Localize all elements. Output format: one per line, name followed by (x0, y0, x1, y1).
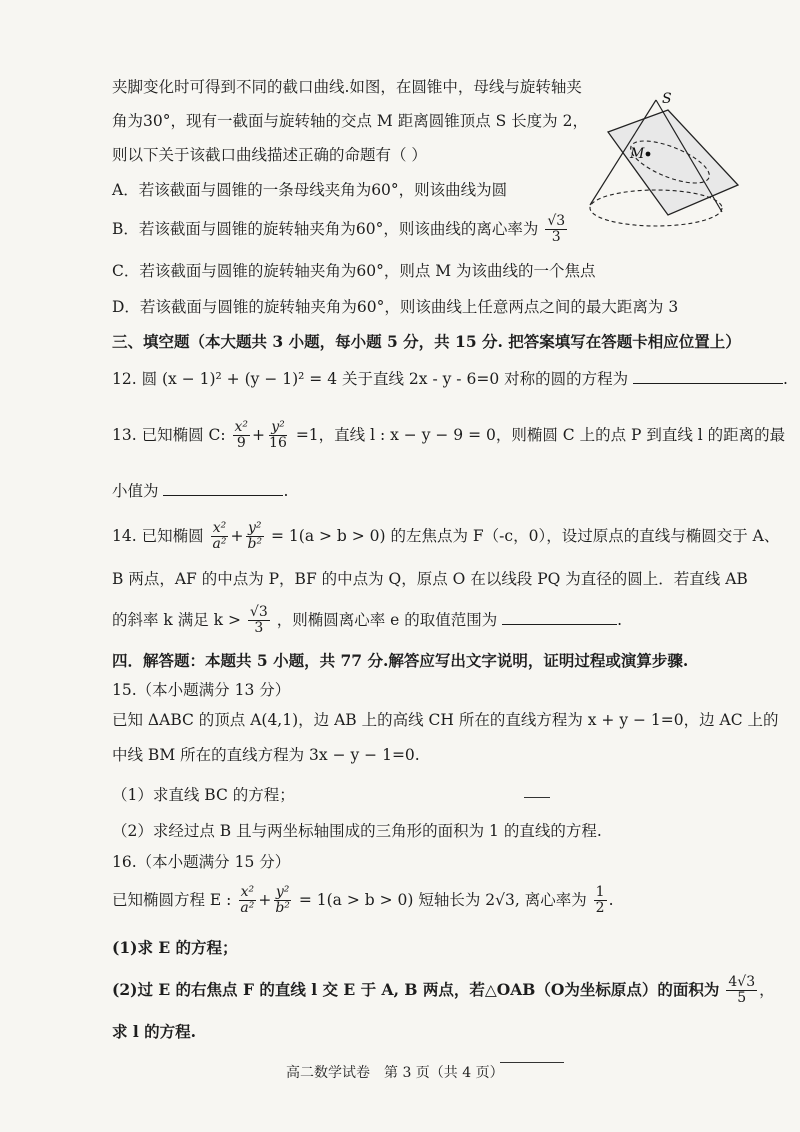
q15-line-2: 中线 BM 所在的直线方程为 3x − y − 1=0. (112, 746, 420, 764)
section-4-title: 四．解答题：本题共 5 小题，共 77 分.解答应写出文字说明，证明过程或演算步骤. (112, 651, 689, 670)
q16-part-2 (112, 975, 775, 1007)
q13-answer-blank (163, 495, 283, 496)
q16-fraction-y (273, 885, 292, 917)
q15-part-1: （1）求直线 BC 的方程； (112, 786, 295, 804)
section-plane (608, 110, 738, 215)
q14-fraction-x-den: a² (212, 536, 227, 553)
q14-answer-blank (502, 624, 617, 625)
q16-eccentricity-den: 2 (595, 900, 605, 917)
q12 (112, 372, 788, 388)
footer-line (500, 1062, 564, 1063)
q16-pre: 已知椭圆方程 E : (112, 890, 232, 909)
q15-line-1: 已知 ΔABC 的顶点 A(4,1)，边 AB 上的高线 CH 所在的直线方程为 x + y − 1=0，边 AC 上的 (112, 711, 779, 729)
q11-option-c: C．若该截面与圆锥的旋转轴夹角为60°，则点 M 为该曲线的一个焦点 (112, 262, 596, 280)
q16-fraction-y-den: b² (275, 900, 290, 917)
q14-line-3-pre: 的斜率 k 满足 k > (112, 610, 241, 629)
q16-mid: = 1(a > b > 0) 短轴长为 2√3, 离心率为 (298, 890, 587, 909)
q11-option-b-denominator: 3 (551, 229, 561, 246)
q13-fraction-x-den: 9 (236, 435, 246, 452)
q11-line-2: 角为30°，现有一截面与旋转轴的交点 M 距离圆锥顶点 S 长度为 2， (112, 112, 588, 130)
q16-area-fraction (726, 975, 757, 1007)
q16-fraction-x-den: a² (240, 900, 255, 917)
q11-option-b-text: B．若该截面与圆锥的旋转轴夹角为60°，则该曲线的离心率为 (112, 219, 539, 238)
label-s: S (662, 91, 672, 107)
q14-post: = 1(a > b > 0) 的左焦点为 F（-c，0），设过原点的直线与椭圆交于 A、 (271, 526, 780, 545)
q11-option-b-fraction (545, 214, 567, 246)
q15-heading: 15.（本小题满分 13 分） (112, 681, 291, 699)
q16-part-1: (1)求 E 的方程； (112, 938, 238, 957)
q11-option-a: A．若该截面与圆锥的一条母线夹角为60°，则该曲线为圆 (112, 181, 508, 199)
q13-fraction-y-num: y² (271, 419, 285, 435)
q13-line-2-text: 小值为 (112, 482, 159, 500)
q15-part-2: （2）求经过点 B 且与两坐标轴围成的三角形的面积为 1 的直线的方程. (112, 822, 602, 840)
q14-slope-den: 3 (254, 620, 264, 637)
q12-text: 12. 圆 (x − 1)² + (y − 1)² = 4 关于直线 2x - y - 6=0 对称的圆的方程为 (112, 370, 629, 388)
label-m: M (630, 146, 645, 162)
q16-eccentricity-fraction (594, 885, 607, 917)
q16-plus: + (258, 890, 272, 909)
q16-end: . (608, 890, 614, 909)
q11-option-b-numerator: √3 (547, 213, 566, 229)
q16-part-2-end: ， (759, 980, 775, 999)
section-3-title: 三、填空题（本大题共 3 小题，每小题 5 分，共 15 分. 把答案填写在答题卡相应位置上） (112, 332, 741, 351)
q14-end: . (617, 610, 623, 629)
q14-fraction-y (245, 521, 264, 553)
q16-heading: 16.（本小题满分 15 分） (112, 853, 291, 871)
q14-fraction-y-num: y² (248, 520, 262, 536)
q14-pre: 14. 已知椭圆 (112, 526, 204, 545)
q11-option-b (112, 214, 569, 246)
q14-plus: + (230, 526, 244, 545)
pen-mark (524, 797, 550, 798)
q14-fraction-y-den: b² (247, 536, 263, 553)
q13-fraction-y (267, 420, 289, 452)
q14-line-2: B 两点，AF 的中点为 P，BF 的中点为 Q，原点 O 在以线段 PQ 为直径的圆上．若直线 AB (112, 570, 748, 588)
q14-line-3-post: ，则椭圆离心率 e 的取值范围为 (276, 610, 498, 629)
q14-fraction-x-num: x² (212, 520, 227, 536)
q12-answer-blank (633, 383, 783, 384)
q14-slope-num: √3 (249, 604, 268, 620)
q16-area-num: 4√3 (728, 974, 756, 990)
q13-fraction-y-den: 16 (269, 435, 287, 452)
q14-fraction-x (211, 521, 229, 553)
q13-post: =1，直线 l : x − y − 9 = 0，则椭圆 C 上的点 P 到直线 l 的距离的最 (295, 425, 786, 444)
q16-part-2-text: (2)过 E 的右焦点 F 的直线 l 交 E 于 A, B 两点，若△OAB（O为坐标原点）的面积为 (112, 979, 720, 999)
q16-eccentricity-num: 1 (595, 884, 605, 900)
q11-option-d: D．若该截面与圆锥的旋转轴夹角为60°，则该曲线上任意两点之间的最大距离为 3 (112, 298, 679, 316)
q13-fraction-x (233, 420, 251, 452)
q16-fraction-x (238, 885, 256, 917)
q11-line-3: 则以下关于该截口曲线描述正确的命题有（ ） (112, 146, 427, 164)
q16-statement (112, 885, 614, 917)
page-footer: 高二数学试卷 第 3 页（共 4 页） (286, 1065, 504, 1081)
q13-pre: 13. 已知椭圆 C: (112, 425, 226, 444)
q14-line-3 (112, 605, 622, 637)
q13-fraction-x-num: x² (234, 419, 249, 435)
q13 (112, 420, 785, 452)
q13-line-2 (112, 484, 288, 500)
q12-end: . (783, 370, 788, 388)
q13-end: . (283, 482, 289, 500)
q16-fraction-y-num: y² (275, 884, 290, 900)
q16-part-2-line-2: 求 l 的方程. (112, 1022, 197, 1041)
cone-section-figure (588, 90, 778, 240)
q11-line-1: 夹脚变化时可得到不同的截口曲线.如图，在圆锥中，母线与旋转轴夹 (112, 78, 582, 96)
point-m (646, 152, 651, 157)
q14 (112, 521, 779, 553)
q16-area-den: 5 (737, 990, 747, 1007)
q13-plus: + (252, 425, 266, 444)
q16-fraction-x-num: x² (240, 884, 255, 900)
q14-slope-fraction (248, 605, 270, 637)
